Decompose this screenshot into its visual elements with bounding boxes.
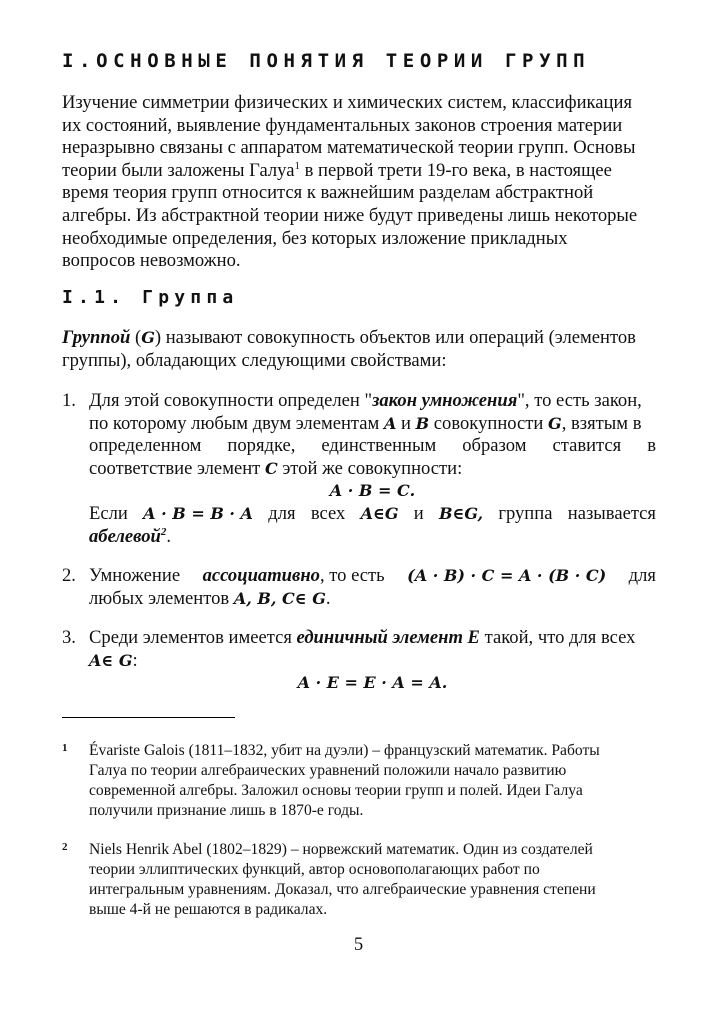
- text-line: алгебры. Из абстрактной теории ниже будут приведены лишь некоторые: [62, 204, 638, 226]
- text-line: получили признание лишь в 1870-е годы.: [89, 801, 364, 819]
- text-line: неразрывно связаны с аппаратом математической теории групп. Основы: [62, 137, 636, 159]
- text-line: теории эллиптических функций, автор основополагающих работ по: [89, 860, 540, 878]
- list-item-body: [89, 565, 656, 610]
- text-span: в первой трети 19-го века, в настоящее: [299, 159, 612, 181]
- definition-paragraph: [62, 327, 656, 372]
- text-span: теории были заложены Галуа: [62, 159, 295, 181]
- text-span: Если: [89, 502, 128, 524]
- text-line: [89, 435, 656, 458]
- text-span: Для этой совокупности определен ": [89, 390, 373, 411]
- defined-term: закон умножения: [372, 390, 518, 411]
- text-line: [89, 390, 656, 413]
- defined-term: единичный элемент E: [296, 627, 480, 648]
- text-line: [89, 588, 656, 611]
- text-line: [62, 160, 656, 183]
- text-line: [89, 413, 656, 436]
- text-span: (: [130, 327, 142, 348]
- inline-formula: 𝑨 · 𝑩 = 𝑩 · 𝑨: [143, 503, 253, 523]
- text-line: современной алгебры. Заложил основы теории групп и полей. Идеи Галуа: [89, 781, 583, 799]
- page-number: 5: [353, 934, 364, 955]
- text-line: выше 4-й не решаются в радикалах.: [89, 900, 328, 918]
- math-symbol: C: [264, 458, 278, 478]
- chapter-title: I.ОСНОВНЫЕ ПОНЯТИЯ ТЕОРИИ ГРУПП: [62, 50, 591, 72]
- section-title: I.1. Группа: [62, 287, 239, 308]
- text-line: необходимые определения, без которых изложение прикладных: [62, 227, 568, 249]
- text-line: [89, 503, 656, 526]
- text-line: [89, 627, 656, 650]
- text-line: [62, 327, 656, 350]
- display-formula: 𝑨 · 𝑩 = 𝑪.: [329, 481, 416, 501]
- text-line: интегральным уравнениям. Доказал, что алгебраические уравнения степени: [89, 880, 596, 898]
- math-symbol: A, B, C∈ G: [233, 588, 326, 608]
- text-line: группы), обладающих следующими свойствами:: [62, 349, 447, 371]
- text-span: .: [325, 587, 331, 609]
- text-span: Умножение: [89, 565, 181, 586]
- text-line: Niels Henrik Abel (1802–1829) – норвежский математик. Один из создателей: [89, 841, 593, 858]
- text-line: Évariste Galois (1811–1832, убит на дуэли) – французский математик. Работы: [89, 742, 600, 759]
- defined-term: ассоциативно: [202, 565, 320, 586]
- list-number: 3.: [62, 627, 76, 648]
- text-line: вопросов невозможно.: [62, 250, 241, 272]
- text-span: , взятым в: [561, 412, 642, 434]
- text-line: время теория групп относится к важнейшим разделам абстрактной: [62, 182, 594, 204]
- text-span: этой же совокупности:: [277, 457, 463, 479]
- math-symbol: A∈G: [360, 503, 399, 523]
- text-span: совокупности: [429, 412, 549, 434]
- text-span: любых элементов: [89, 587, 234, 609]
- text-span: группа: [498, 502, 553, 524]
- list-number: 1.: [62, 390, 76, 411]
- text-line: их состояний, выявление фундаментальных законов строения материи: [62, 114, 623, 136]
- inline-formula: (𝑨 · 𝑩) · 𝑪 = 𝑨 · (𝑩 · 𝑪): [407, 566, 607, 585]
- math-symbol: G: [548, 413, 562, 433]
- footnote-text: [89, 741, 656, 821]
- text-span: ) называют совокупность объектов или операций (элементов: [154, 327, 636, 348]
- defined-term: абелевой: [89, 525, 161, 547]
- footnote-ref: 2: [160, 525, 167, 538]
- text-span: :: [132, 649, 138, 671]
- text-span: ", то есть закон,: [517, 390, 642, 411]
- text-line: [89, 526, 656, 549]
- text-line: Галуа по теории алгебраических уравнений положили начало развитию: [89, 761, 567, 779]
- text-span: для: [628, 565, 656, 586]
- text-span: по которому любым двум элементам: [89, 412, 384, 434]
- text-span: для: [268, 502, 296, 524]
- text-span: и: [413, 502, 424, 524]
- math-symbol: B∈G,: [439, 503, 484, 523]
- text-span: такой, что для всех: [479, 627, 636, 648]
- intro-paragraph: [62, 92, 656, 273]
- text-span: Среди элементов имеется: [89, 627, 297, 648]
- list-number: 2.: [62, 565, 76, 586]
- text-line: Изучение симметрии физических и химических систем, классификация: [62, 92, 633, 113]
- text-span: [203, 565, 385, 588]
- footnote-separator: [62, 717, 235, 718]
- text-span: определенном порядке, единственным образом ставится в: [89, 435, 656, 457]
- text-span: .: [166, 525, 172, 547]
- footnote-text: [89, 840, 656, 920]
- display-formula: 𝑨 · 𝑬 = 𝑬 · 𝑨 = 𝑨.: [297, 673, 448, 693]
- text-span: всех: [310, 502, 346, 524]
- text-line: [89, 650, 656, 673]
- footnote-ref: 1: [294, 159, 300, 172]
- text-span: , то есть: [319, 565, 385, 586]
- math-symbol: A∈ G: [89, 650, 133, 670]
- math-symbol: B: [415, 413, 430, 433]
- math-symbol: G: [141, 328, 155, 347]
- list-item-body: [89, 627, 656, 695]
- text-span: соответствие элемент: [89, 457, 265, 479]
- footnote-mark: 2: [62, 841, 68, 853]
- footnote-mark: 1: [62, 742, 68, 754]
- text-line: [89, 565, 656, 588]
- text-span: называется: [567, 502, 656, 524]
- list-item-body: [89, 390, 656, 548]
- defined-term: Группой: [62, 327, 131, 348]
- math-symbol: A: [383, 413, 397, 433]
- text-span: и: [396, 412, 416, 434]
- text-line: [89, 458, 656, 481]
